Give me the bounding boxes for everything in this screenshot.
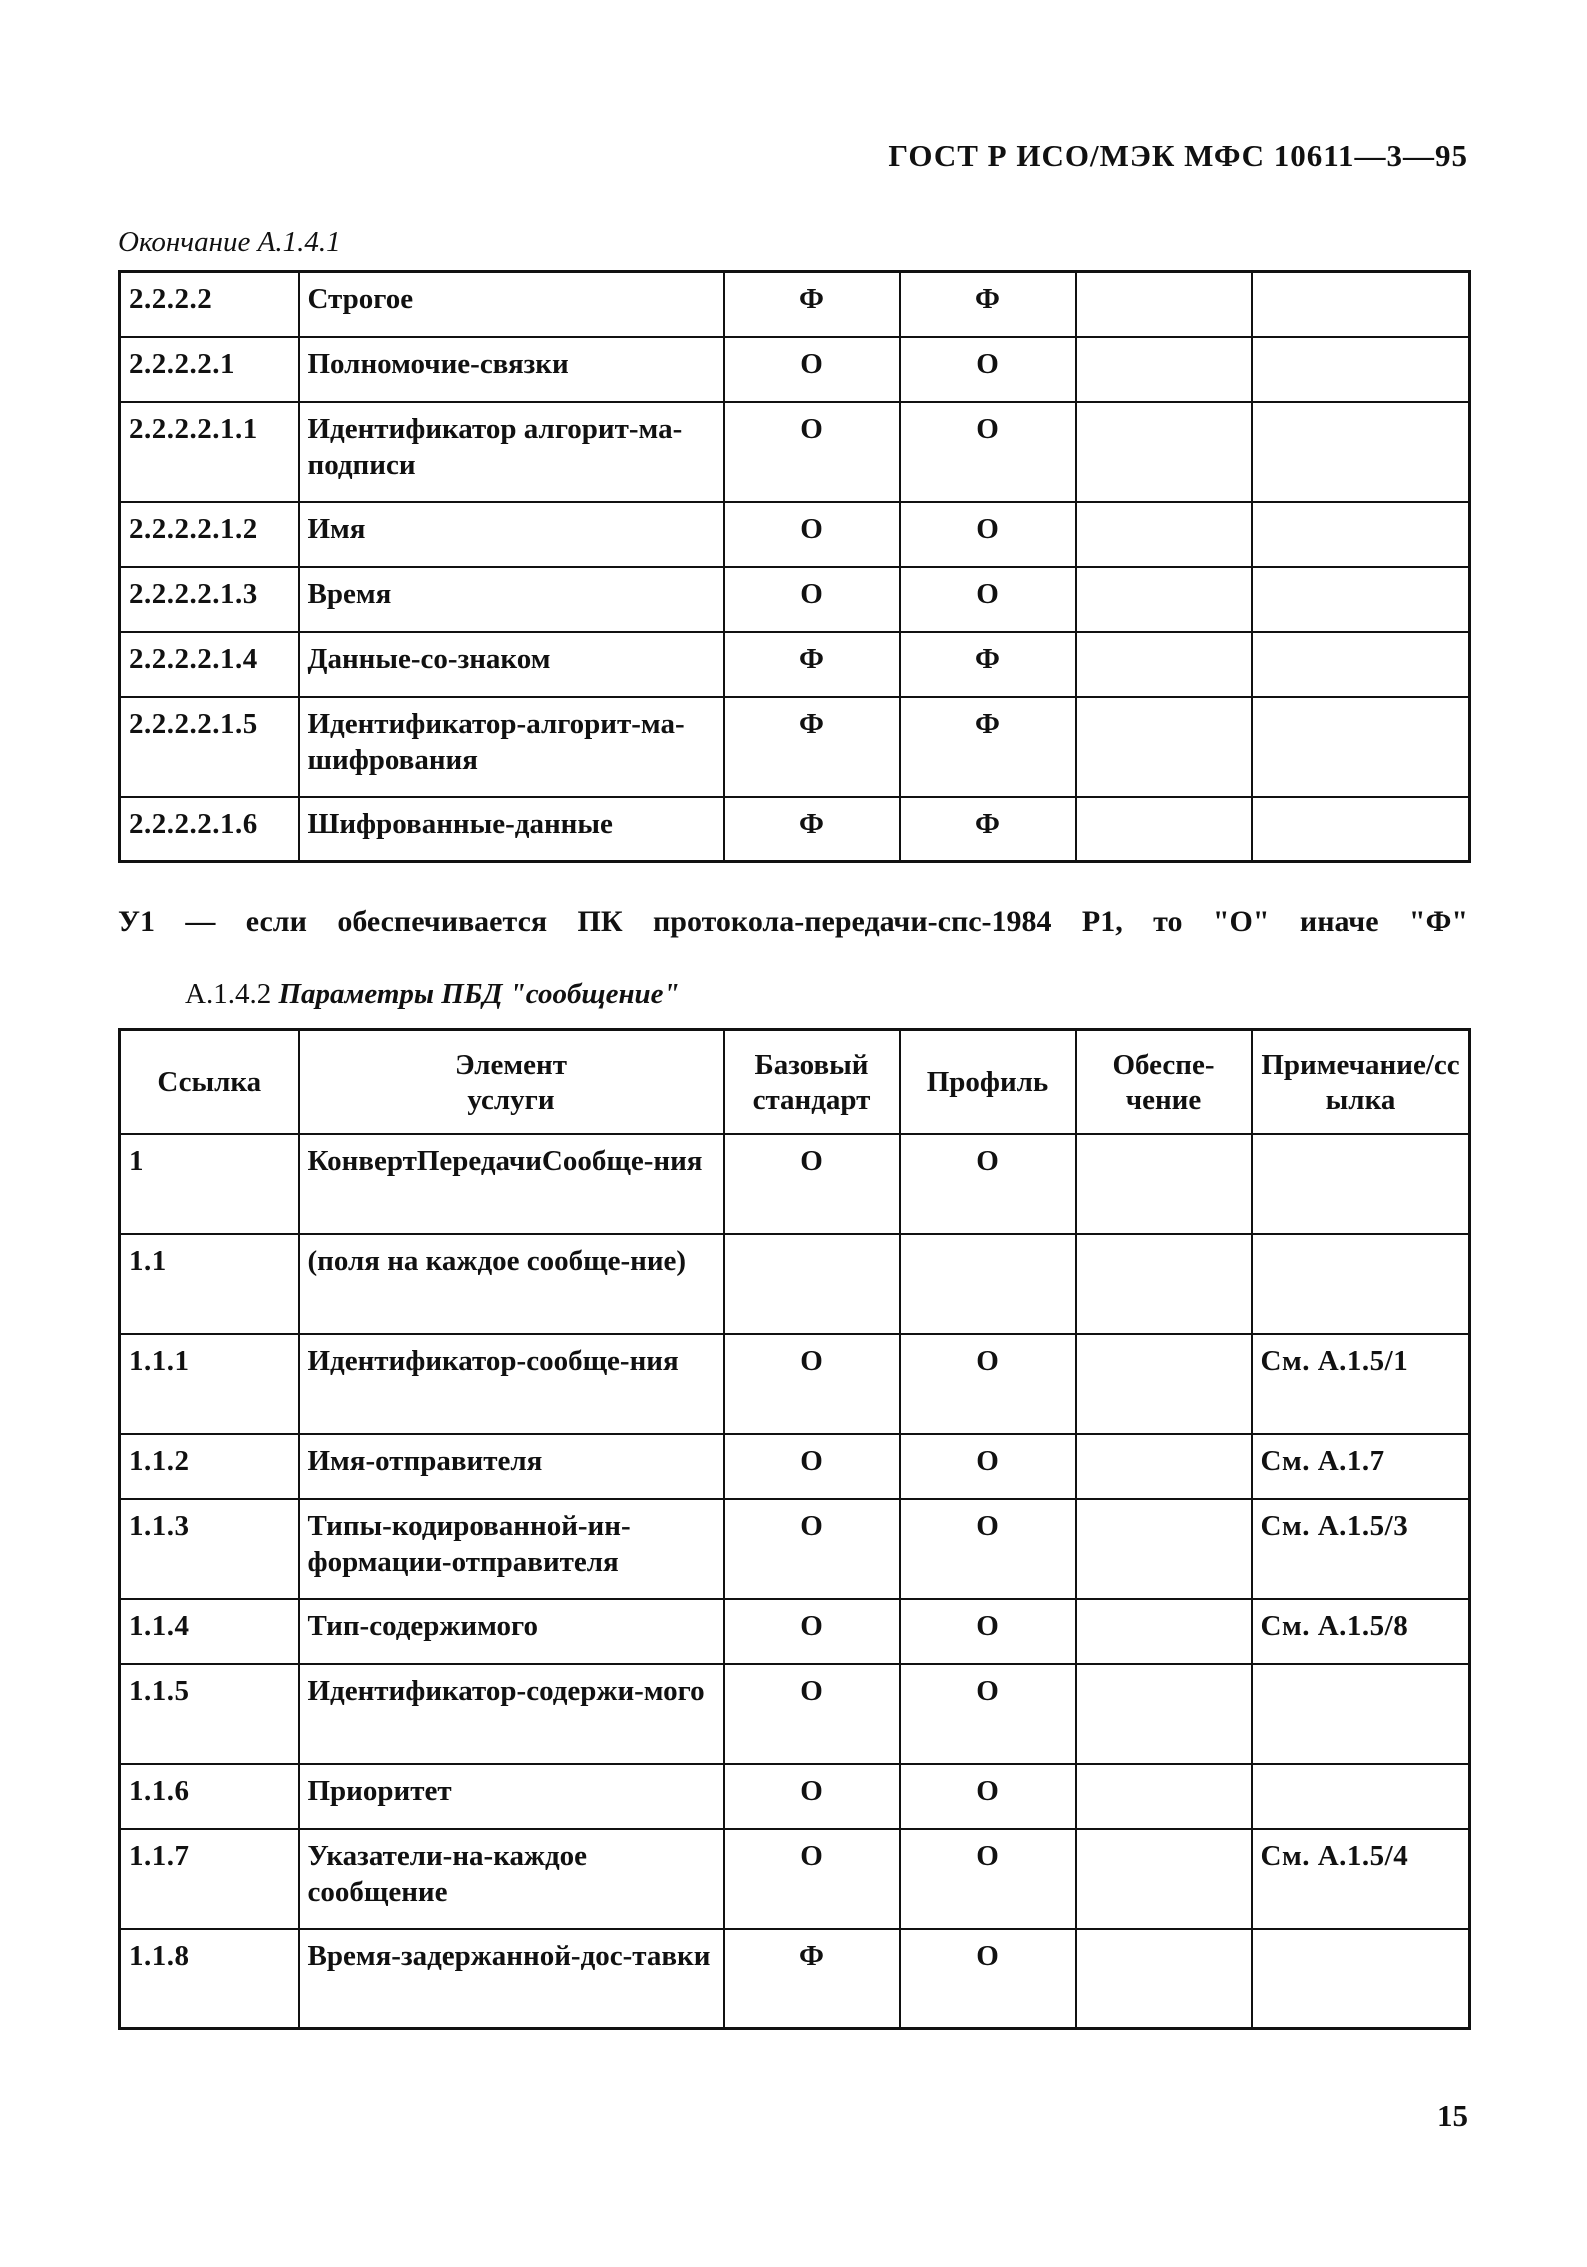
base-standard-cell: О	[724, 1499, 900, 1599]
header-base-standard	[724, 1030, 900, 1134]
header-element-label: Элемент услуги	[454, 1048, 567, 1116]
support-cell	[1076, 1829, 1252, 1929]
base-standard-cell: О	[724, 402, 900, 502]
support-cell	[1076, 1134, 1252, 1234]
table-a142-message-params	[118, 1028, 1471, 2030]
note-cell	[1252, 567, 1470, 632]
element-cell: Типы-кодированной-ин-формации-отправителя	[299, 1499, 724, 1599]
ref-cell: 2.2.2.2.1.5	[120, 697, 299, 797]
note-cell: См. А.1.5/3	[1252, 1499, 1470, 1599]
table-row	[120, 567, 1470, 632]
note-cell	[1252, 402, 1470, 502]
element-cell: Тип-содержимого	[299, 1599, 724, 1664]
base-standard-cell: О	[724, 337, 900, 402]
header-ref: Ссылка	[120, 1030, 299, 1134]
support-cell	[1076, 1764, 1252, 1829]
ref-cell: 1.1.3	[120, 1499, 299, 1599]
base-standard-cell: О	[724, 1434, 900, 1499]
base-standard-cell: Ф	[724, 632, 900, 697]
profile-cell: О	[900, 1664, 1076, 1764]
element-cell: Имя	[299, 502, 724, 567]
note-cell: См. А.1.5/1	[1252, 1334, 1470, 1434]
support-cell	[1076, 632, 1252, 697]
table-row	[120, 1499, 1470, 1599]
ref-cell: 2.2.2.2	[120, 272, 299, 337]
element-cell: Приоритет	[299, 1764, 724, 1829]
note-cell: См. А.1.7	[1252, 1434, 1470, 1499]
table-row	[120, 632, 1470, 697]
ref-cell: 1.1.8	[120, 1929, 299, 2029]
element-cell: Указатели-на-каждое сообщение	[299, 1829, 724, 1929]
profile-cell: О	[900, 567, 1076, 632]
base-standard-cell: О	[724, 1664, 900, 1764]
support-cell	[1076, 1929, 1252, 2029]
table-row	[120, 1434, 1470, 1499]
profile-cell: О	[900, 1334, 1076, 1434]
support-cell	[1076, 797, 1252, 862]
table2-caption-title: Параметры ПБД "сообщение"	[278, 978, 680, 1010]
element-cell: Строгое	[299, 272, 724, 337]
header-profile: Профиль	[900, 1030, 1076, 1134]
ref-cell: 1.1.1	[120, 1334, 299, 1434]
note-cell	[1252, 797, 1470, 862]
page-number: 15	[1437, 2098, 1468, 2133]
note-cell	[1252, 632, 1470, 697]
header-support	[1076, 1030, 1252, 1134]
ref-cell: 1	[120, 1134, 299, 1234]
ref-cell: 1.1.7	[120, 1829, 299, 1929]
base-standard-cell: О	[724, 1134, 900, 1234]
base-standard-cell: Ф	[724, 272, 900, 337]
element-cell: Полномочие-связки	[299, 337, 724, 402]
table-row	[120, 337, 1470, 402]
base-standard-cell	[724, 1234, 900, 1334]
note-cell: См. А.1.5/4	[1252, 1829, 1470, 1929]
header-note-label: Примечание/ссылка	[1261, 1048, 1460, 1116]
support-cell	[1076, 1334, 1252, 1434]
ref-cell: 1.1	[120, 1234, 299, 1334]
note-cell	[1252, 1929, 1470, 2029]
base-standard-cell: О	[724, 1599, 900, 1664]
element-cell: Идентификатор-алгорит-ма-шифрования	[299, 697, 724, 797]
document-header: ГОСТ Р ИСО/МЭК МФС 10611—3—95	[888, 138, 1468, 173]
table-row	[120, 402, 1470, 502]
profile-cell: Ф	[900, 697, 1076, 797]
profile-cell: Ф	[900, 797, 1076, 862]
header-support-label: Обеспе-чение	[1112, 1048, 1215, 1116]
ref-cell: 2.2.2.2.1.1	[120, 402, 299, 502]
support-cell	[1076, 697, 1252, 797]
table-row	[120, 1829, 1470, 1929]
header-note	[1252, 1030, 1470, 1134]
base-standard-cell: О	[724, 1334, 900, 1434]
note-cell	[1252, 272, 1470, 337]
base-standard-cell: Ф	[724, 697, 900, 797]
table-row	[120, 502, 1470, 567]
ref-cell: 1.1.4	[120, 1599, 299, 1664]
element-cell: Идентификатор-содержи-мого	[299, 1664, 724, 1764]
support-cell	[1076, 1599, 1252, 1664]
support-cell	[1076, 1234, 1252, 1334]
support-cell	[1076, 402, 1252, 502]
table-header-row	[120, 1030, 1470, 1134]
element-cell: (поля на каждое сообще-ние)	[299, 1234, 724, 1334]
element-cell: Идентификатор-сообще-ния	[299, 1334, 724, 1434]
profile-cell: О	[900, 502, 1076, 567]
element-cell: Время	[299, 567, 724, 632]
base-standard-cell: О	[724, 502, 900, 567]
header-base-standard-label: Базовый стандарт	[752, 1048, 871, 1116]
ref-cell: 2.2.2.2.1.6	[120, 797, 299, 862]
element-cell: Имя-отправителя	[299, 1434, 724, 1499]
table-row	[120, 272, 1470, 337]
support-cell	[1076, 337, 1252, 402]
ref-cell: 1.1.6	[120, 1764, 299, 1829]
note-cell	[1252, 1134, 1470, 1234]
profile-cell: О	[900, 1829, 1076, 1929]
note-cell	[1252, 1234, 1470, 1334]
base-standard-cell: Ф	[724, 1929, 900, 2029]
profile-cell: О	[900, 1134, 1076, 1234]
note-cell	[1252, 697, 1470, 797]
profile-cell: О	[900, 1929, 1076, 2029]
ref-cell: 2.2.2.2.1.4	[120, 632, 299, 697]
ref-cell: 1.1.5	[120, 1664, 299, 1764]
table-row	[120, 1664, 1470, 1764]
support-cell	[1076, 567, 1252, 632]
ref-cell: 2.2.2.2.1.2	[120, 502, 299, 567]
table-row	[120, 797, 1470, 862]
note-cell	[1252, 337, 1470, 402]
support-cell	[1076, 272, 1252, 337]
base-standard-cell: Ф	[724, 797, 900, 862]
table-row	[120, 1599, 1470, 1664]
element-cell: Идентификатор алгорит-ма-подписи	[299, 402, 724, 502]
table-row	[120, 1334, 1470, 1434]
support-cell	[1076, 502, 1252, 567]
table-a141-continuation	[118, 270, 1471, 863]
table-row	[120, 1234, 1470, 1334]
table-row	[120, 1134, 1470, 1234]
base-standard-cell: О	[724, 1829, 900, 1929]
note-cell: См. А.1.5/8	[1252, 1599, 1470, 1664]
note-cell	[1252, 502, 1470, 567]
profile-cell: О	[900, 1499, 1076, 1599]
note-cell	[1252, 1664, 1470, 1764]
table2-caption-number: А.1.4.2	[185, 978, 272, 1010]
base-standard-cell: О	[724, 1764, 900, 1829]
profile-cell: О	[900, 1599, 1076, 1664]
base-standard-cell: О	[724, 567, 900, 632]
note-cell	[1252, 1764, 1470, 1829]
footnote-u1: У1 — если обеспечивается ПК протокола-передачи-спс-1984 Р1, то "О" иначе "Ф"	[118, 905, 1468, 938]
profile-cell: Ф	[900, 272, 1076, 337]
element-cell: Шифрованные-данные	[299, 797, 724, 862]
element-cell: КонвертПередачиСообще-ния	[299, 1134, 724, 1234]
ref-cell: 2.2.2.2.1.3	[120, 567, 299, 632]
ref-cell: 1.1.2	[120, 1434, 299, 1499]
table-row	[120, 1764, 1470, 1829]
support-cell	[1076, 1499, 1252, 1599]
header-element	[299, 1030, 724, 1134]
element-cell: Время-задержанной-дос-тавки	[299, 1929, 724, 2029]
table1-caption: Окончание А.1.4.1	[118, 226, 341, 258]
support-cell	[1076, 1664, 1252, 1764]
profile-cell: О	[900, 1434, 1076, 1499]
profile-cell: О	[900, 402, 1076, 502]
profile-cell: О	[900, 1764, 1076, 1829]
table2-caption	[185, 978, 680, 1011]
ref-cell: 2.2.2.2.1	[120, 337, 299, 402]
element-cell: Данные-со-знаком	[299, 632, 724, 697]
support-cell	[1076, 1434, 1252, 1499]
profile-cell: О	[900, 337, 1076, 402]
table-row	[120, 1929, 1470, 2029]
profile-cell	[900, 1234, 1076, 1334]
table-row	[120, 697, 1470, 797]
profile-cell: Ф	[900, 632, 1076, 697]
